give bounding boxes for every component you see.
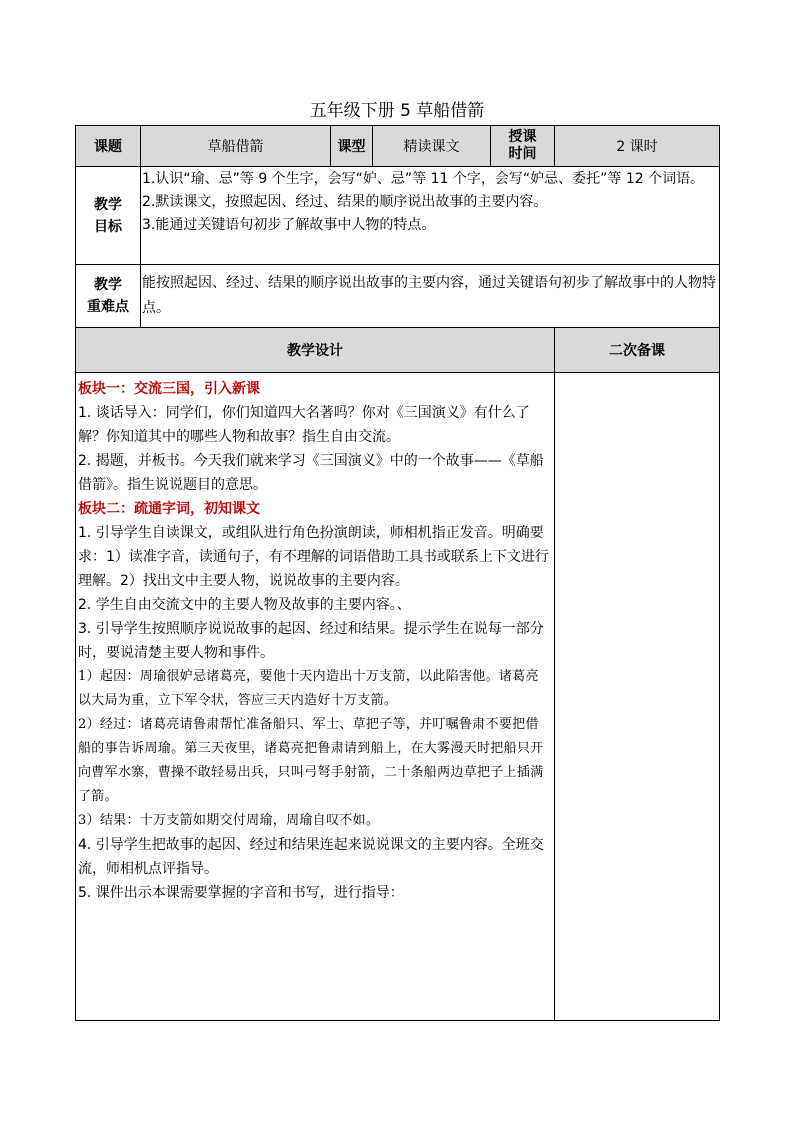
key-points-row	[76, 265, 720, 328]
design-body-row	[76, 373, 720, 1021]
design-line: 3. 引导学生按照顺序说说故事的起因、经过和结果。提示学生在说每一部分时，要说清楚主要人物和事件。	[78, 621, 544, 661]
design-line: 2）经过：诸葛亮请鲁肃帮忙准备船只、军士、草把子等，并叮嘱鲁肃不要把借船的事告诉周瑜。第三天夜里，诸葛亮把鲁肃请到船上，在大雾漫天时把船只开向曹军水寨，曹操不敢轻易出兵，只叫弓弩手射箭，二十条船两边草把子上插满了箭。	[78, 717, 544, 804]
design-line: 3）结果：十万支箭如期交付周瑜，周瑜自叹不如。	[78, 813, 380, 828]
objective-item: 3.能通过关键语句初步了解故事中人物的特点。	[142, 217, 436, 233]
design-line: 1. 谈话导入：同学们，你们知道四大名著吗？你对《三国演义》有什么了解？你知道其中的哪些人物和故事？指生自由交流。	[78, 405, 530, 445]
section-heading: 板块一：交流三国，引入新课	[78, 381, 260, 397]
objectives-label: 教学 目标	[76, 167, 141, 265]
key-points-label: 教学 重难点	[76, 265, 141, 328]
design-line: 2. 揭题，并板书。今天我们就来学习《三国演义》中的一个故事——《草船借箭》。指生说说题目的意思。	[78, 453, 544, 493]
objectives-content	[141, 167, 720, 265]
info-row	[76, 126, 720, 167]
notes-header: 二次备课	[555, 328, 720, 373]
type-value: 精读课文	[373, 126, 491, 167]
topic-label: 课题	[76, 126, 141, 167]
notes-content	[555, 373, 720, 1021]
lesson-plan-table	[75, 125, 720, 1021]
design-line: 4. 引导学生把故事的起因、经过和结果连起来说说课文的主要内容。全班交流，师相机点评指导。	[78, 837, 544, 877]
design-line: 2. 学生自由交流文中的主要人物及故事的主要内容。、	[78, 597, 411, 613]
design-lines	[78, 373, 552, 905]
design-content	[76, 373, 555, 1021]
page-title: 五年级下册 5 草船借箭	[309, 101, 485, 121]
design-header-row	[76, 328, 720, 373]
design-header: 教学设计	[76, 328, 555, 373]
hours-value: 2 课时	[555, 126, 720, 167]
objective-item: 2.默读课文，按照起因、经过、结果的顺序说出故事的主要内容。	[142, 194, 548, 210]
objectives-row	[76, 167, 720, 265]
hours-label: 授课 时间	[491, 126, 555, 167]
objective-item: 1.认识“瑜、忌”等 9 个生字，会写“妒、忌”等 11 个字，会写“妒忌、委托”等 12 个词语。	[142, 171, 705, 187]
topic-value: 草船借箭	[141, 126, 331, 167]
design-line: 5. 课件出示本课需要掌握的字音和书写，进行指导：	[78, 885, 404, 901]
section-heading: 板块二：疏通字词，初知课文	[78, 501, 260, 517]
key-points-content: 能按照起因、经过、结果的顺序说出故事的主要内容，通过关键语句初步了解故事中的人物特点。	[141, 265, 720, 328]
type-label: 课型	[331, 126, 373, 167]
design-line: 1）起因：周瑜很妒忌诸葛亮，要他十天内造出十万支箭，以此陷害他。诸葛亮以大局为重，立下军令状，答应三天内造好十万支箭。	[78, 669, 539, 708]
design-line: 1. 引导学生自读课文，或组队进行角色扮演朗读，师相机指正发音。明确要求：1）读准字音，读通句子，有不理解的词语借助工具书或联系上下文进行理解。2）找出文中主要人物，说说故事的主要内容。	[78, 525, 549, 589]
